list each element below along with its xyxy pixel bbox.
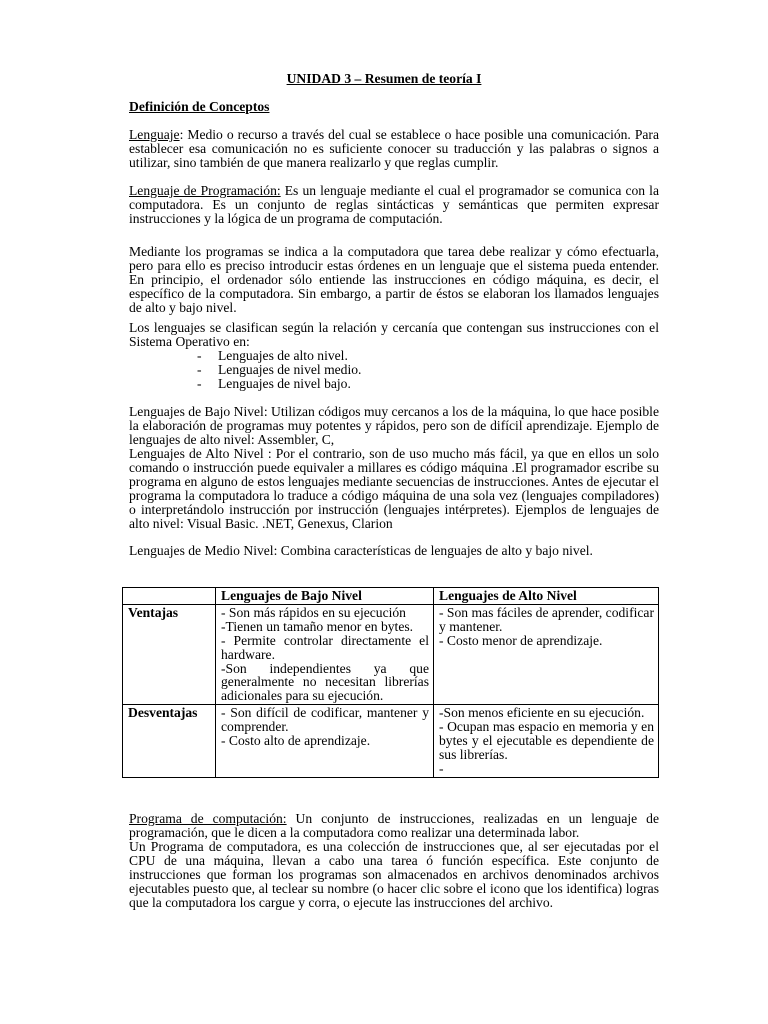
table-header-alto: Lenguajes de Alto Nivel: [434, 588, 659, 605]
ventajas-bajo-cell: - Son más rápidos en su ejecución -Tienen un tamaño menor en bytes. - Permite controlar directamente el hardware. -Son independientes ya que generalmente no necesitan librerías adicionales para su ejecución.: [216, 604, 434, 704]
lenguaje-text: : Medio o recurso a través del cual se establece o hace posible una comunicación. Para establecer esa comunicación no es suficiente conocer su traducción y las palabras o signos a utilizar, sino también de que manera realizarlo y que reglas cumplir.: [129, 127, 659, 170]
list-item: - Lenguajes de alto nivel.: [197, 348, 348, 363]
bajo-nivel-paragraph: Lenguajes de Bajo Nivel: Utilizan códigos muy cercanos a los de la máquina, lo que hace posible la elaboración de programas muy potentes y rápidos, pero son de difícil aprendizaje. Ejemplo de lenguajes de alto nivel: Assembler, C,: [129, 404, 659, 447]
desventajas-bajo-cell: - Son difícil de codificar, mantener y comprender. - Costo alto de aprendizaje.: [216, 705, 434, 778]
lenguaje-definition: [129, 128, 659, 170]
programa-definition: [129, 812, 659, 840]
niveles-list: [197, 349, 361, 391]
programa-text: Un conjunto de instrucciones, realizadas en un lenguaje de programación, que le dicen a la computadora como realizar una determinada labor.: [129, 811, 659, 840]
table-header-bajo: Lenguajes de Bajo Nivel: [216, 588, 434, 605]
lenguaje-programacion-definition: [129, 184, 659, 226]
programa-term: Programa de computación:: [129, 811, 287, 826]
paragraph-final: Un Programa de computadora, es una colección de instrucciones que, al ser ejecutadas por el CPU de una máquina, llevan a cabo una tarea ó función específica. Este conjunto de instrucciones que forman los programas son almacenados en archivos denominados archivos ejecutables puesto que, al teclear su nombre (o hacer clic sobre el icono que los identifica) logras que la computadora los cargue y corra, o ejecute las instrucciones del archivo.: [129, 839, 659, 910]
paragraph-clasifican: Los lenguajes se clasifican según la relación y cercanía que contengan sus instrucciones con el Sistema Operativo en:: [129, 320, 659, 349]
table-header-row: [123, 588, 659, 605]
section-heading: Definición de Conceptos: [129, 99, 270, 114]
comparison-table: [122, 587, 659, 778]
table-row: [123, 705, 659, 778]
table-header-empty: [123, 588, 216, 605]
ventajas-label: Ventajas: [123, 604, 216, 704]
page-title: UNIDAD 3 – Resumen de teoría I: [286, 71, 482, 86]
medio-nivel-paragraph: Lenguajes de Medio Nivel: Combina características de lenguajes de alto y bajo nivel.: [129, 543, 593, 558]
lenguaje-programacion-term: Lenguaje de Programación:: [129, 183, 281, 198]
desventajas-label: Desventajas: [123, 705, 216, 778]
paragraph-programas: Mediante los programas se indica a la computadora que tarea debe realizar y cómo efectuarla, pero para ello es preciso introducir estas órdenes en un lenguaje que el sistema pueda entender. En principio, el ordenador sólo entiende las instrucciones en código máquina, es decir, el específico de la computadora. Sin embargo, a partir de éstos se elaboran los llamados lenguajes de alto y bajo nivel.: [129, 244, 659, 315]
lenguaje-term: Lenguaje: [129, 127, 180, 142]
ventajas-alto-cell: - Son mas fáciles de aprender, codificar y mantener. - Costo menor de aprendizaje.: [434, 604, 659, 704]
alto-nivel-paragraph: Lenguajes de Alto Nivel : Por el contrario, son de uso mucho más fácil, ya que en ellos un solo comando o instrucción puede equivaler a millares es código máquina .El programador escribe su programa en alguno de estos lenguajes mediante secuencias de instrucciones. Antes de ejecutar el programa la computadora lo traduce a código máquina de una sola vez (lenguajes compiladores) o interpretándolo instrucción por instrucción (lenguajes intérpretes). Ejemplos de lenguajes de alto nivel: Visual Basic. .NET, Genexus, Clarion: [129, 446, 659, 531]
table-row: [123, 604, 659, 704]
desventajas-alto-cell: -Son menos eficiente en su ejecución. - Ocupan mas espacio en memoria y en bytes y el ejecutable es dependiente de sus librerías. -: [434, 705, 659, 778]
list-item: - Lenguajes de nivel bajo.: [197, 376, 351, 391]
list-item: - Lenguajes de nivel medio.: [197, 362, 362, 377]
lenguaje-programacion-text: Es un lenguaje mediante el cual el programador se comunica con la computadora. Es un conjunto de reglas sintácticas y semánticas que permiten expresar instrucciones y la lógica de un programa de computación.: [129, 183, 659, 226]
